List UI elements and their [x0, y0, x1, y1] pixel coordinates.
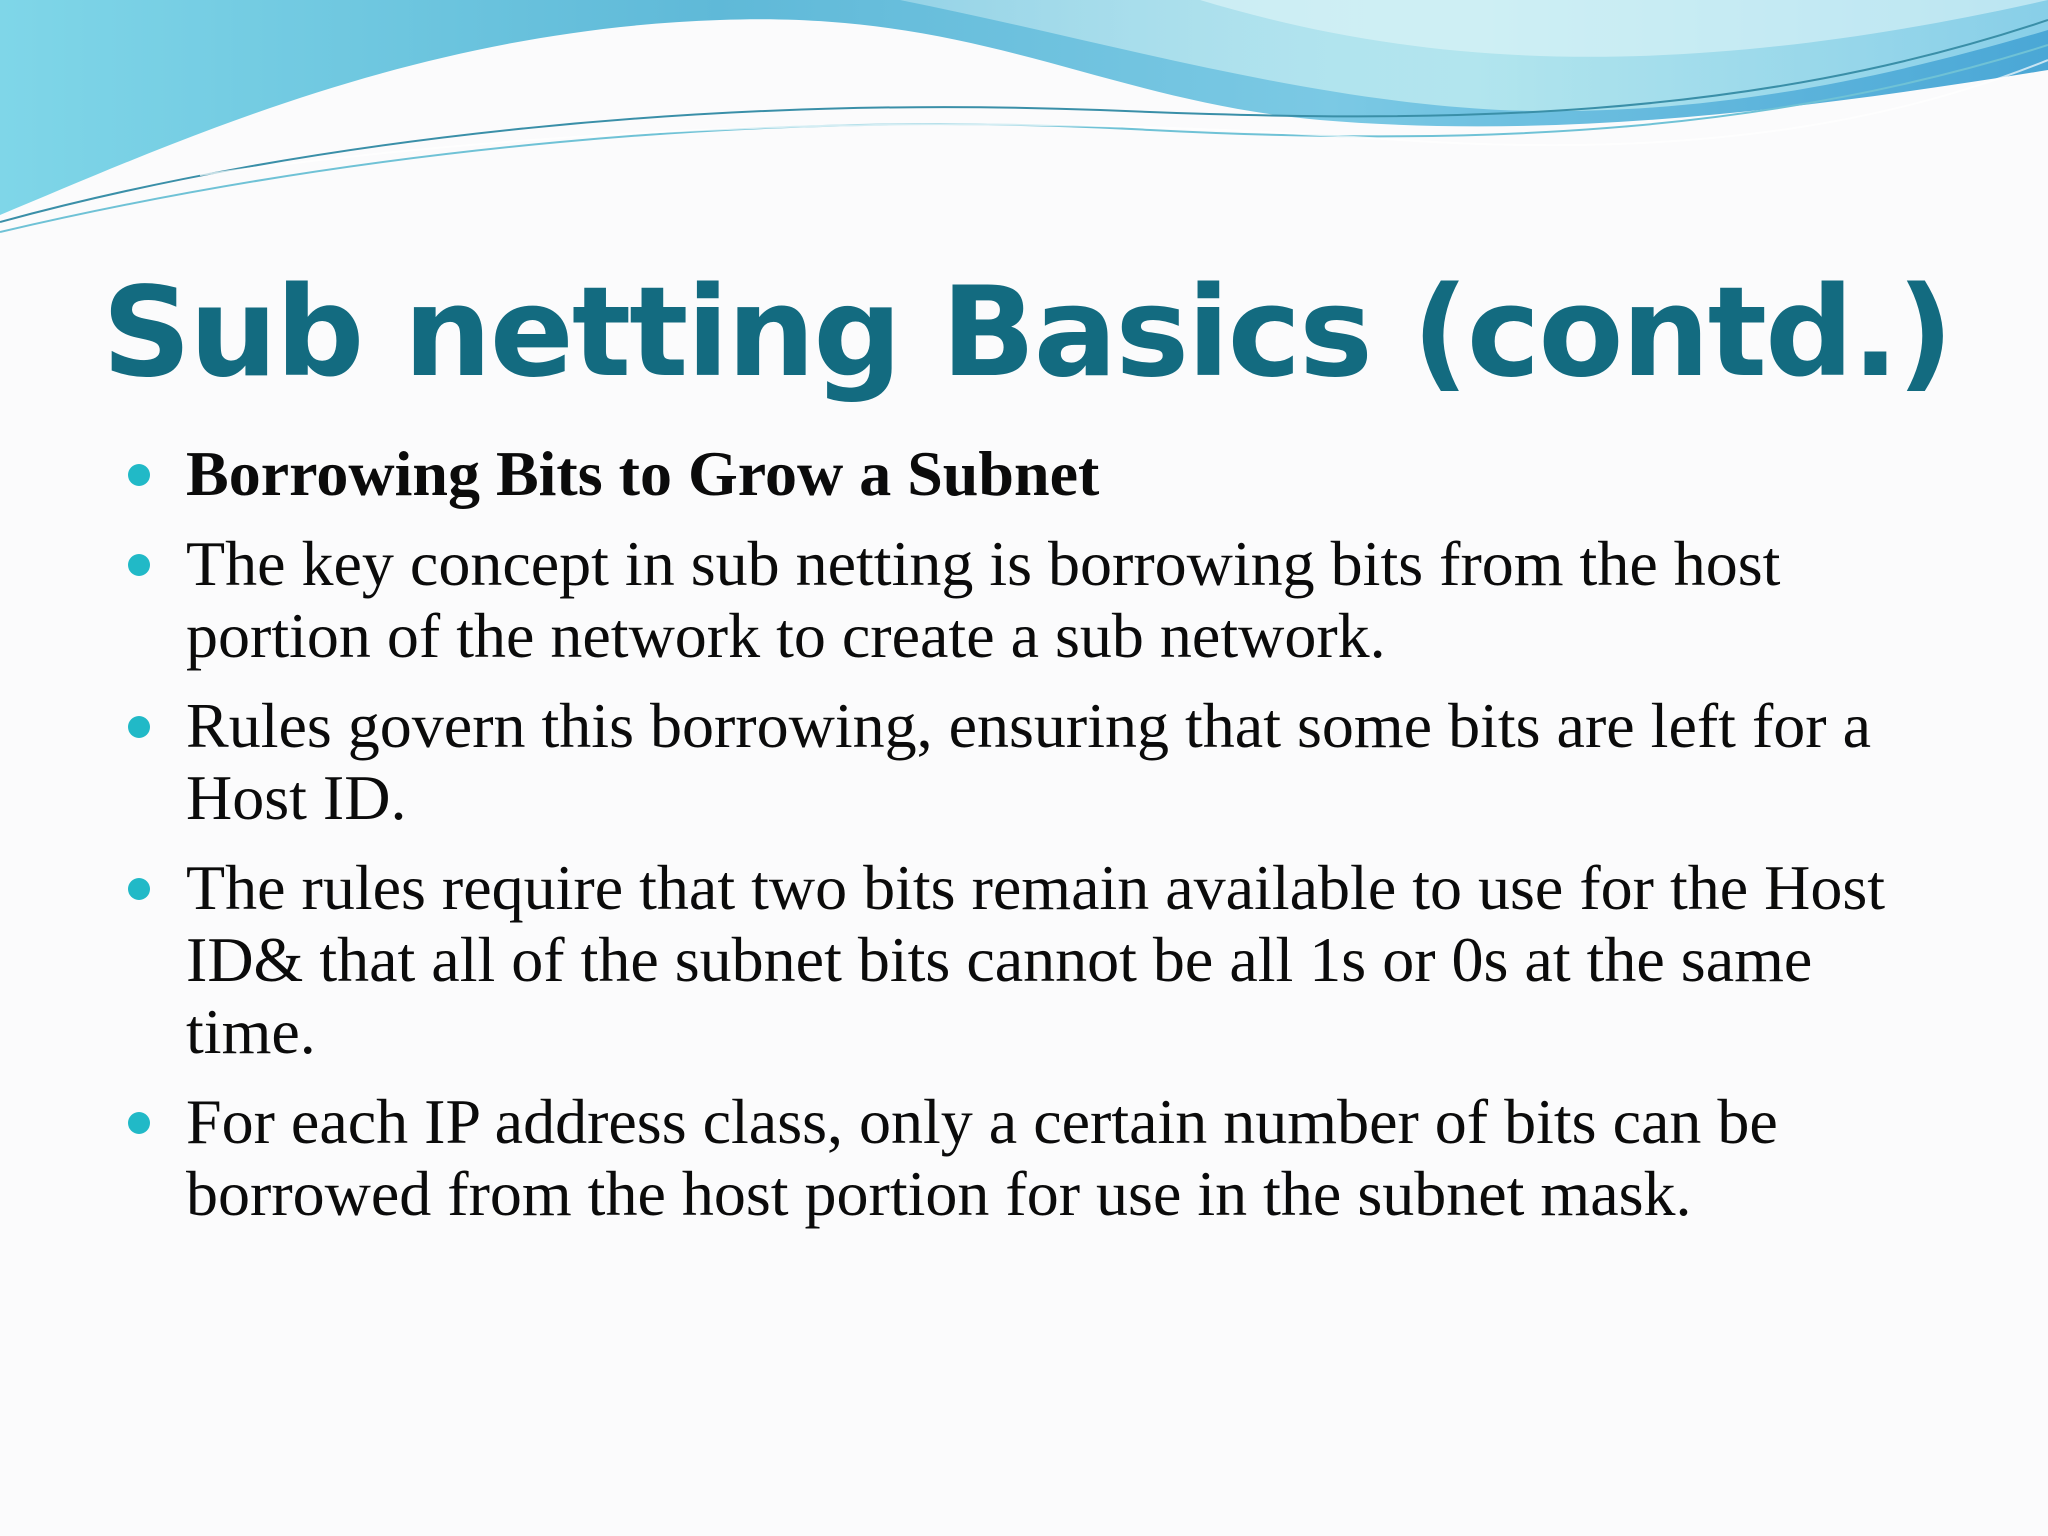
bullet-item — [0, 528, 1926, 672]
bullet-text: For each IP address class, only a certain number of bits can be borrowed from the host portion for use in the subnet mask. — [186, 1086, 1778, 1229]
bullet-dot-icon — [128, 878, 150, 900]
bullet-text: The rules require that two bits remain available to use for the Host ID& that all of the subnet bits cannot be all 1s or 0s at the same time. — [186, 852, 1886, 1067]
bullet-dot-icon — [128, 1112, 150, 1134]
wave-banner — [0, 0, 2048, 260]
bullet-item — [0, 852, 1926, 1068]
bullet-list — [0, 438, 2048, 1248]
bullet-dot-icon — [128, 554, 150, 576]
bullet-dot-icon — [128, 464, 150, 486]
bullet-text: The key concept in sub netting is borrowing bits from the host portion of the network to create a sub network. — [186, 528, 1781, 671]
bullet-text: Borrowing Bits to Grow a Subnet — [186, 438, 1100, 509]
bullet-item — [0, 690, 1926, 834]
bullet-item — [0, 1086, 1926, 1230]
bullet-text: Rules govern this borrowing, ensuring that some bits are left for a Host ID. — [186, 690, 1871, 833]
slide-title: Sub netting Basics (contd.) — [102, 261, 1952, 405]
bullet-item — [0, 438, 1926, 510]
bullet-dot-icon — [128, 716, 150, 738]
